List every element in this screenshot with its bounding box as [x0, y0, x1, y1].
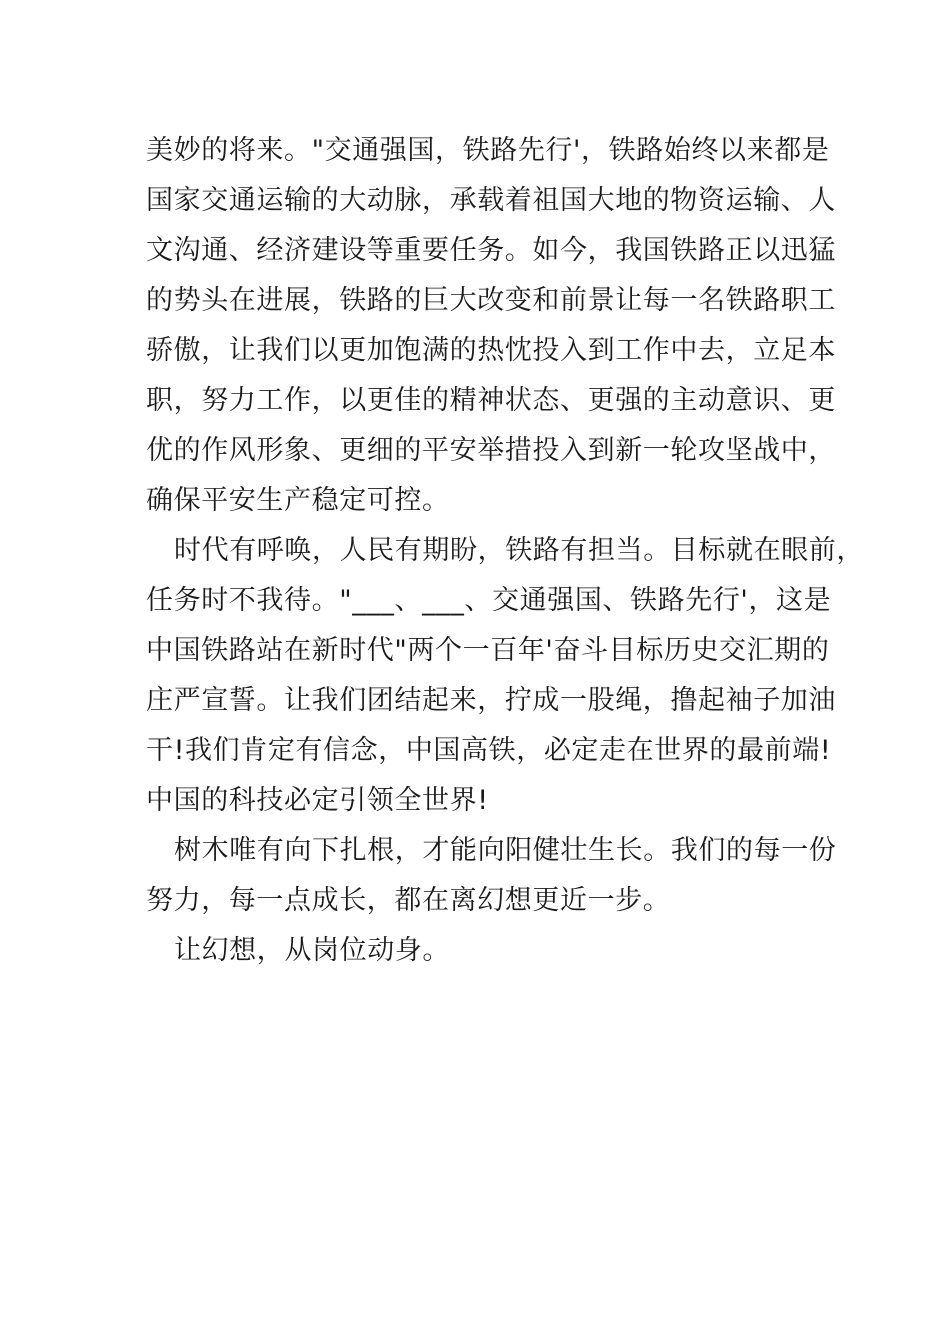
text-line: 国家交通运输的大动脉，承载着祖国大地的物资运输、人: [146, 185, 836, 216]
text-line: 干!我们肯定有信念，中国高铁，必定走在世界的最前端!: [146, 735, 832, 766]
text-line: 职，努力工作，以更佳的精神状态、更强的主动意识、更: [146, 385, 836, 416]
text-line: 确保平安生产稳定可控。: [146, 485, 450, 516]
text-line: 任务时不我待。"___、___、交通强国、铁路先行'，这是: [146, 585, 832, 616]
text-line: 美妙的将来。"交通强国，铁路先行'，铁路始终以来都是: [146, 135, 830, 166]
text-line: 努力，每一点成长，都在离幻想更近一步。: [146, 885, 671, 916]
text-line: 的势头在进展，铁路的巨大改变和前景让每一名铁路职工: [146, 285, 836, 316]
paragraph-first-line: 让幻想，从岗位动身。: [174, 935, 450, 966]
paragraph-first-line: 时代有呼唤，人民有期盼，铁路有担当。目标就在眼前，: [174, 535, 864, 566]
text-line: 庄严宣誓。让我们团结起来，拧成一股绳，撸起袖子加油: [146, 685, 836, 716]
text-line: 骄傲，让我们以更加饱满的热忱投入到工作中去，立足本: [146, 335, 836, 366]
text-line: 优的作风形象、更细的平安举措投入到新一轮攻坚战中，: [146, 435, 836, 466]
text-line: 中国的科技必定引领全世界!: [146, 785, 489, 816]
text-line: 文沟通、经济建设等重要任务。如今，我国铁路正以迅猛: [146, 235, 836, 266]
paragraph-first-line: 树木唯有向下扎根，才能向阳健壮生长。我们的每一份: [174, 835, 837, 866]
text-line: 中国铁路站在新时代"两个一百年'奋斗目标历史交汇期的: [146, 635, 830, 666]
